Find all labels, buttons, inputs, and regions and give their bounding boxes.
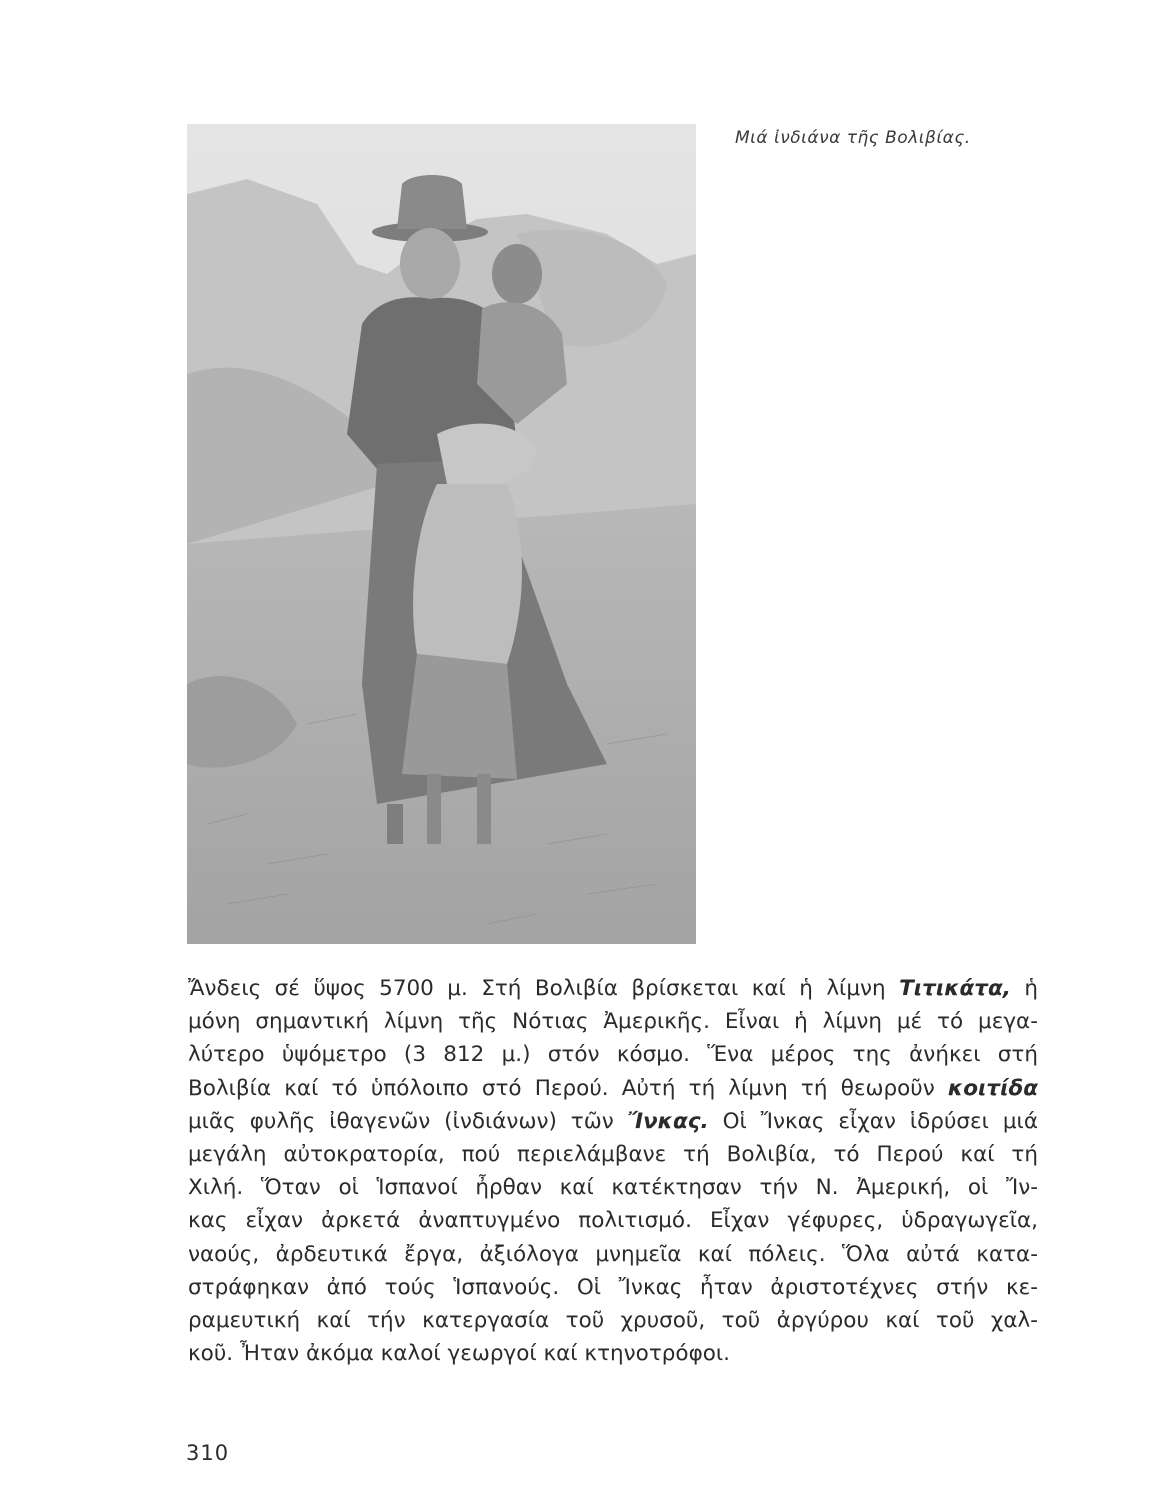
text-line: στράφηκαν ἀπό τούς Ἱσπανούς. Οἱ Ἴνκας ἦταν ἀριστοτέχνες στήν κε- xyxy=(188,1274,1038,1300)
text-line: μιᾶς φυλῆς ἰθαγενῶν (ἰνδιάνων) τῶν Ἴνκας. Οἱ Ἴνκας εἶχαν ἱδρύσει μιά xyxy=(188,1108,1038,1134)
emphasis-titicaca: Τιτικάτα, xyxy=(899,976,1011,1001)
body-paragraph xyxy=(188,972,1038,1370)
text-line: Βολιβία καί τό ὑπόλοιπο στό Περού. Αὐτή τή λίμνη τή θεωροῦν κοιτίδα xyxy=(188,1075,1038,1101)
text-line: κοῦ. Ἦταν ἀκόμα καλοί γεωργοί καί κτηνοτρόφοι. xyxy=(188,1341,731,1367)
photo-indian-woman xyxy=(187,124,696,944)
text-line: ραμευτική καί τήν κατεργασία τοῦ χρυσοῦ, τοῦ ἀργύρου καί τοῦ χαλ- xyxy=(188,1308,1038,1334)
page-number: 310 xyxy=(186,1441,230,1465)
text-line: κας εἶχαν ἀρκετά ἀναπτυγμένο πολιτισμό. Εἶχαν γέφυρες, ὑδραγωγεῖα, xyxy=(188,1208,1038,1234)
text-line: ναούς, ἀρδευτικά ἔργα, ἀξιόλογα μνημεῖα καί πόλεις. Ὅλα αὐτά κατα- xyxy=(188,1241,1038,1267)
text-line: μόνη σημαντική λίμνη τῆς Νότιας Ἀμερικῆς. Εἶναι ἡ λίμνη μέ τό μεγα- xyxy=(188,1009,1038,1035)
text-line: Ἄνδεις σέ ὕψος 5700 μ. Στή Βολιβία βρίσκεται καί ἡ λίμνη Τιτικάτα, ἡ xyxy=(188,976,1038,1001)
emphasis-incas: Ἴνκας. xyxy=(627,1108,709,1134)
text-line: λύτερο ὑψόμετρο (3 812 μ.) στόν κόσμο. Ἕνα μέρος της ἀνήκει στή xyxy=(188,1042,1038,1068)
emphasis-cradle: κοιτίδα xyxy=(947,1075,1038,1101)
text-line: Χιλή. Ὅταν οἱ Ἱσπανοί ἦρθαν καί κατέκτησαν τήν Ν. Ἀμερική, οἱ Ἴν- xyxy=(188,1175,1038,1201)
photo-woman-with-children-icon xyxy=(187,124,696,944)
photo-caption: Μιά ἰνδιάνα τῆς Βολιβίας. xyxy=(735,128,971,148)
text-line: μεγάλη αὐτοκρατορία, πού περιελάμβανε τή Βολιβία, τό Περού καί τή xyxy=(188,1142,1038,1168)
